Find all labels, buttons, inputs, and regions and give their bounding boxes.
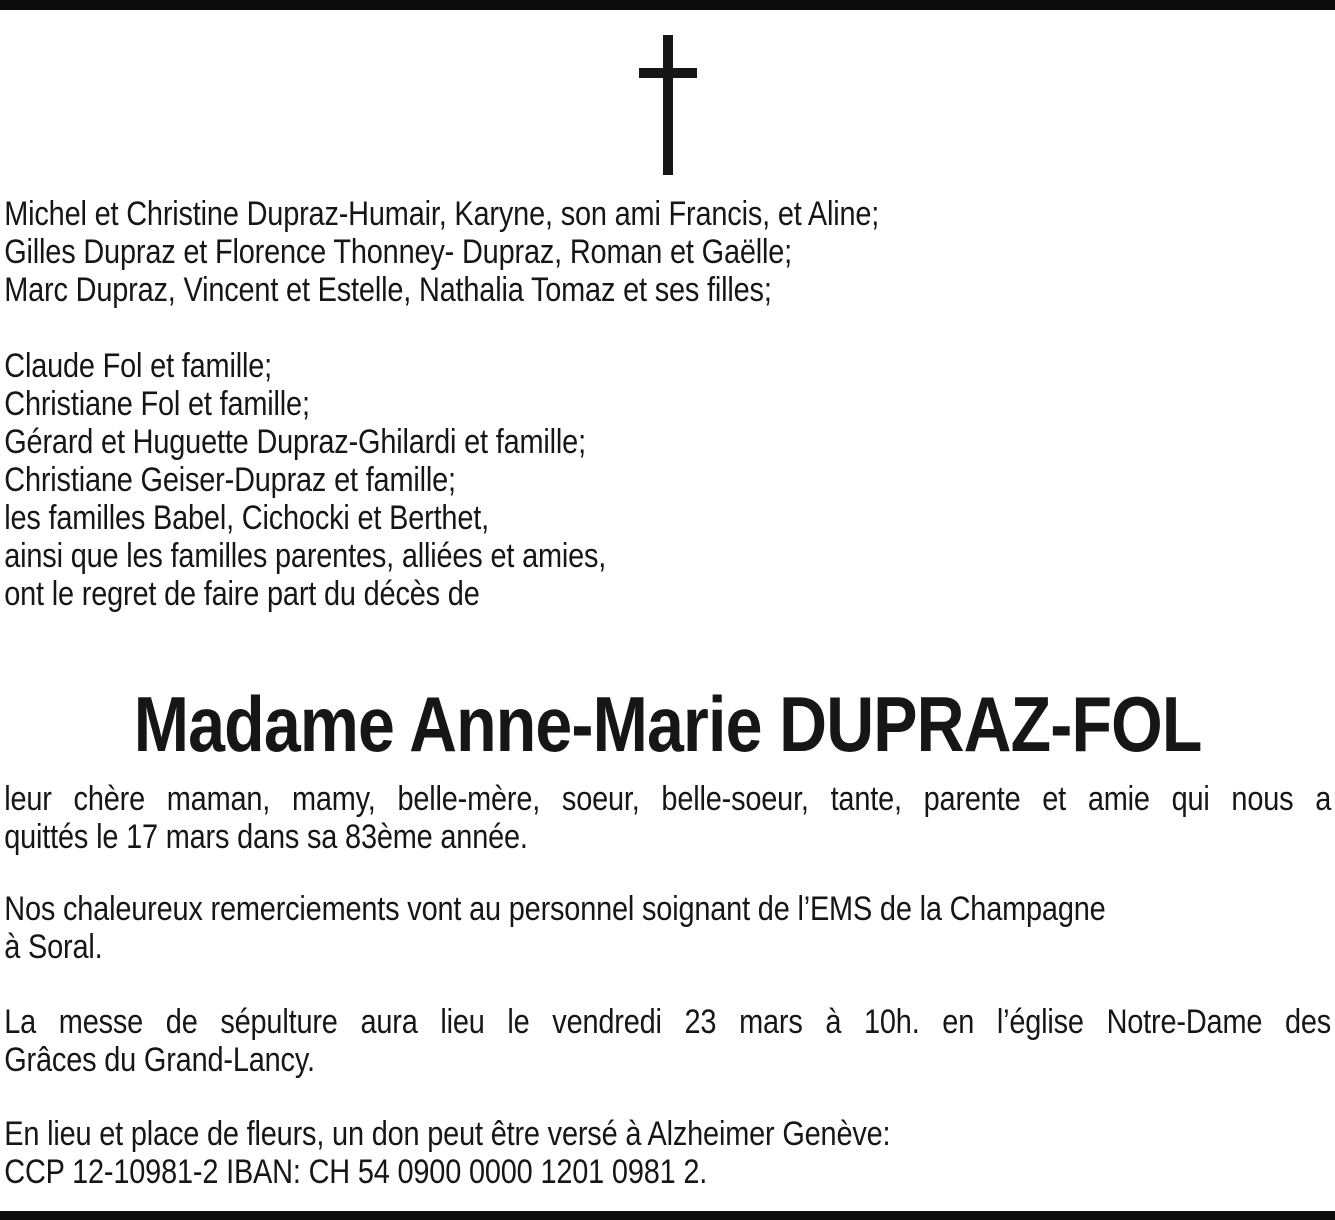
- text-line: à Soral.: [4, 928, 103, 966]
- text-line: Gérard et Huguette Dupraz-Ghilardi et famille;: [4, 423, 586, 461]
- funeral-service-paragraph: [4, 1003, 1331, 1079]
- tribute-paragraph: [4, 780, 1331, 856]
- deceased-name-title: Madame Anne-Marie DUPRAZ-FOL: [133, 680, 1202, 768]
- notice-body: [0, 195, 1335, 1191]
- text-line: quittés le 17 mars dans sa 83ème année.: [4, 818, 528, 856]
- cross-horizontal-bar: [639, 68, 697, 78]
- text-line: Marc Dupraz, Vincent et Estelle, Nathalia Tomaz et ses filles;: [4, 271, 772, 309]
- text-line: Christiane Geiser-Dupraz et famille;: [4, 461, 456, 499]
- extended-family-paragraph: [4, 347, 1331, 613]
- immediate-family-paragraph: [4, 195, 1331, 309]
- donation-paragraph: [4, 1115, 1331, 1191]
- text-line: En lieu et place de fleurs, un don peut être versé à Alzheimer Genève:: [4, 1115, 891, 1153]
- text-line: ainsi que les familles parentes, alliées et amies,: [4, 537, 607, 575]
- text-line: Michel et Christine Dupraz-Humair, Karyne, son ami Francis, et Aline;: [4, 195, 880, 233]
- text-line: Claude Fol et famille;: [4, 347, 272, 385]
- text-line: CCP 12-10981-2 IBAN: CH 54 0900 0000 1201 0981 2.: [4, 1153, 708, 1191]
- text-line: La messe de sépulture aura lieu le vendredi 23 mars à 10h. en l’église Notre-Dame des: [4, 1003, 1332, 1041]
- text-line: Christiane Fol et famille;: [4, 385, 310, 423]
- top-divider: [0, 0, 1335, 10]
- text-line: ont le regret de faire part du décès de: [4, 575, 480, 613]
- bottom-divider: [0, 1211, 1335, 1220]
- text-line: les familles Babel, Cichocki et Berthet,: [4, 499, 489, 537]
- cross-vertical-bar: [663, 35, 673, 175]
- text-line: Nos chaleureux remerciements vont au personnel soignant de l’EMS de la Champagne: [4, 890, 1106, 928]
- text-line: Grâces du Grand-Lancy.: [4, 1041, 315, 1079]
- cross-icon: [639, 35, 697, 175]
- thanks-paragraph: [4, 890, 1331, 966]
- text-line: Gilles Dupraz et Florence Thonney- Dupraz, Roman et Gaëlle;: [4, 233, 793, 271]
- text-line: leur chère maman, mamy, belle-mère, soeur, belle-soeur, tante, parente et amie qui nous a: [4, 780, 1332, 818]
